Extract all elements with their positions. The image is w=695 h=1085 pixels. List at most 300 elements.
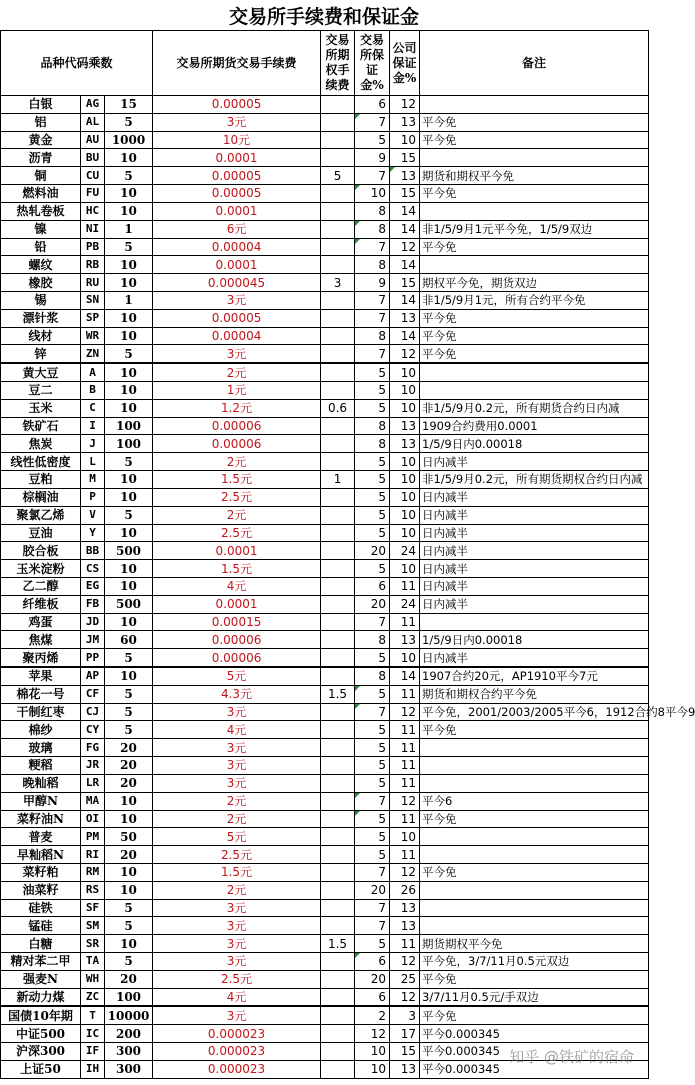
product-code-cell: PB	[81, 238, 105, 256]
option-fee-cell	[321, 238, 355, 256]
header-exchange-margin: 交易所保证金%	[355, 31, 390, 96]
multiplier-cell: 20	[105, 757, 153, 775]
note-cell: 平今免	[420, 1006, 649, 1024]
product-name-cell: 聚丙烯	[1, 649, 81, 667]
option-fee-cell	[321, 1043, 355, 1061]
multiplier-cell: 100	[105, 417, 153, 435]
exchange-margin-cell: 7	[355, 345, 390, 363]
futures-fee-cell: 2.5元	[153, 970, 321, 988]
company-margin-cell: 13	[390, 899, 420, 917]
exchange-margin-cell: 8	[355, 220, 390, 238]
company-margin-cell: 12	[390, 345, 420, 363]
product-name-cell: 玉米淀粉	[1, 560, 81, 578]
product-name-cell: 沥青	[1, 149, 81, 167]
futures-fee-cell: 0.000023	[153, 1060, 321, 1078]
option-fee-cell	[321, 149, 355, 167]
product-code-cell: JM	[81, 631, 105, 649]
futures-fee-cell: 3元	[153, 703, 321, 721]
futures-fee-cell: 2元	[153, 506, 321, 524]
multiplier-cell: 500	[105, 595, 153, 613]
table-row	[1, 917, 649, 935]
note-cell: 平今0.000345	[420, 1025, 649, 1043]
exchange-margin-cell: 10	[355, 185, 390, 203]
table-row	[1, 739, 649, 757]
option-fee-cell	[321, 524, 355, 542]
option-fee-cell	[321, 363, 355, 381]
product-name-cell: 棕榈油	[1, 488, 81, 506]
note-cell	[420, 917, 649, 935]
multiplier-cell: 10	[105, 274, 153, 292]
company-margin-cell: 15	[390, 274, 420, 292]
product-code-cell: ZC	[81, 988, 105, 1006]
option-fee-cell	[321, 649, 355, 667]
exchange-margin-cell: 8	[355, 417, 390, 435]
table-row	[1, 631, 649, 649]
product-code-cell: CU	[81, 167, 105, 185]
company-margin-cell: 10	[390, 382, 420, 400]
futures-fee-cell: 3元	[153, 953, 321, 971]
product-name-cell: 漂针浆	[1, 309, 81, 327]
note-cell	[420, 363, 649, 381]
product-name-cell: 黄大豆	[1, 363, 81, 381]
note-cell: 平今免	[420, 345, 649, 363]
company-margin-cell: 11	[390, 613, 420, 631]
option-fee-cell: 0.6	[321, 399, 355, 417]
futures-fee-cell: 0.0001	[153, 595, 321, 613]
option-fee-cell	[321, 435, 355, 453]
option-fee-cell	[321, 96, 355, 114]
futures-fee-cell: 2.5元	[153, 524, 321, 542]
multiplier-cell: 1	[105, 291, 153, 309]
futures-fee-cell: 4元	[153, 721, 321, 739]
product-code-cell: HC	[81, 202, 105, 220]
futures-fee-cell: 3元	[153, 1006, 321, 1024]
option-fee-cell	[321, 345, 355, 363]
product-code-cell: JD	[81, 613, 105, 631]
futures-fee-cell: 1元	[153, 382, 321, 400]
page-title: 交易所手续费和保证金	[228, 5, 419, 28]
multiplier-cell: 5	[105, 167, 153, 185]
exchange-margin-cell: 20	[355, 970, 390, 988]
product-name-cell: 线性低密度	[1, 453, 81, 471]
product-code-cell: T	[81, 1006, 105, 1024]
exchange-margin-cell: 9	[355, 274, 390, 292]
product-name-cell: 线材	[1, 327, 81, 345]
note-cell	[420, 846, 649, 864]
multiplier-cell: 10	[105, 185, 153, 203]
futures-fee-cell: 0.0001	[153, 202, 321, 220]
multiplier-cell: 10	[105, 327, 153, 345]
note-cell: 3/7/11月0.5元/手双边	[420, 988, 649, 1006]
table-row	[1, 810, 649, 828]
multiplier-cell: 200	[105, 1025, 153, 1043]
multiplier-cell: 5	[105, 113, 153, 131]
multiplier-cell: 10	[105, 471, 153, 489]
note-cell: 日内减半	[420, 488, 649, 506]
note-cell	[420, 757, 649, 775]
product-name-cell: 镍	[1, 220, 81, 238]
option-fee-cell	[321, 506, 355, 524]
futures-fee-cell: 3元	[153, 113, 321, 131]
multiplier-cell: 5	[105, 345, 153, 363]
table-row	[1, 881, 649, 899]
futures-fee-cell: 3元	[153, 774, 321, 792]
note-cell: 平今免	[420, 810, 649, 828]
table-row	[1, 274, 649, 292]
table-row	[1, 149, 649, 167]
exchange-margin-cell: 8	[355, 202, 390, 220]
table-row	[1, 471, 649, 489]
option-fee-cell	[321, 131, 355, 149]
product-name-cell: 油菜籽	[1, 881, 81, 899]
exchange-margin-cell: 7	[355, 309, 390, 327]
note-cell	[420, 96, 649, 114]
futures-fee-cell: 0.000023	[153, 1043, 321, 1061]
multiplier-cell: 10	[105, 863, 153, 881]
product-code-cell: NI	[81, 220, 105, 238]
product-name-cell: 棉纱	[1, 721, 81, 739]
company-margin-cell: 14	[390, 256, 420, 274]
note-cell: 非1/5/9月1元平今免，1/5/9双边	[420, 220, 649, 238]
option-fee-cell	[321, 542, 355, 560]
note-cell: 日内减半	[420, 506, 649, 524]
product-name-cell: 聚氯乙烯	[1, 506, 81, 524]
note-cell: 期货和期权平今免	[420, 167, 649, 185]
company-margin-cell: 10	[390, 649, 420, 667]
product-code-cell: IC	[81, 1025, 105, 1043]
product-code-cell: RU	[81, 274, 105, 292]
product-name-cell: 纤维板	[1, 595, 81, 613]
multiplier-cell: 100	[105, 988, 153, 1006]
note-cell: 日内减半	[420, 560, 649, 578]
product-code-cell: BU	[81, 149, 105, 167]
option-fee-cell	[321, 595, 355, 613]
product-name-cell: 螺纹	[1, 256, 81, 274]
exchange-margin-cell: 6	[355, 96, 390, 114]
company-margin-cell: 24	[390, 595, 420, 613]
product-name-cell: 热轧卷板	[1, 202, 81, 220]
company-margin-cell: 10	[390, 131, 420, 149]
exchange-margin-cell: 5	[355, 488, 390, 506]
option-fee-cell: 5	[321, 167, 355, 185]
table-row	[1, 703, 649, 721]
futures-fee-cell: 3元	[153, 757, 321, 775]
company-margin-cell: 10	[390, 453, 420, 471]
exchange-margin-cell: 5	[355, 739, 390, 757]
option-fee-cell	[321, 327, 355, 345]
multiplier-cell: 10	[105, 613, 153, 631]
exchange-margin-cell: 8	[355, 667, 390, 685]
company-margin-cell: 13	[390, 309, 420, 327]
note-cell: 平今0.000345	[420, 1043, 649, 1061]
note-cell: 平今免	[420, 970, 649, 988]
product-code-cell: RM	[81, 863, 105, 881]
note-cell: 日内减半	[420, 524, 649, 542]
exchange-margin-cell: 7	[355, 792, 390, 810]
product-code-cell: M	[81, 471, 105, 489]
table-row	[1, 435, 649, 453]
product-name-cell: 铝	[1, 113, 81, 131]
product-name-cell: 胶合板	[1, 542, 81, 560]
table-row	[1, 167, 649, 185]
product-name-cell: 干制红枣	[1, 703, 81, 721]
exchange-margin-cell: 10	[355, 1060, 390, 1078]
product-name-cell: 锡	[1, 291, 81, 309]
company-margin-cell: 3	[390, 1006, 420, 1024]
product-name-cell: 棉花一号	[1, 685, 81, 703]
note-cell: 1/5/9日内0.00018	[420, 435, 649, 453]
product-name-cell: 菜籽粕	[1, 863, 81, 881]
option-fee-cell	[321, 703, 355, 721]
company-margin-cell: 14	[390, 202, 420, 220]
product-code-cell: MA	[81, 792, 105, 810]
product-name-cell: 豆粕	[1, 471, 81, 489]
futures-fee-cell: 0.00015	[153, 613, 321, 631]
option-fee-cell	[321, 988, 355, 1006]
option-fee-cell	[321, 721, 355, 739]
product-code-cell: AP	[81, 667, 105, 685]
fee-margin-table	[0, 30, 695, 1079]
table-row	[1, 291, 649, 309]
futures-fee-cell: 0.000023	[153, 1025, 321, 1043]
multiplier-cell: 5	[105, 506, 153, 524]
multiplier-cell: 5	[105, 238, 153, 256]
option-fee-cell: 1.5	[321, 685, 355, 703]
note-cell: 平今免	[420, 863, 649, 881]
multiplier-cell: 10	[105, 810, 153, 828]
product-code-cell: PM	[81, 828, 105, 846]
product-code-cell: SR	[81, 935, 105, 953]
multiplier-cell: 5	[105, 953, 153, 971]
table-row	[1, 256, 649, 274]
option-fee-cell	[321, 881, 355, 899]
product-code-cell: TA	[81, 953, 105, 971]
table-row	[1, 382, 649, 400]
exchange-margin-cell: 5	[355, 846, 390, 864]
exchange-margin-cell: 5	[355, 721, 390, 739]
option-fee-cell: 3	[321, 274, 355, 292]
product-code-cell: RI	[81, 846, 105, 864]
option-fee-cell	[321, 613, 355, 631]
product-code-cell: SN	[81, 291, 105, 309]
multiplier-cell: 10	[105, 881, 153, 899]
exchange-margin-cell: 7	[355, 613, 390, 631]
futures-fee-cell: 0.00006	[153, 417, 321, 435]
exchange-margin-cell: 2	[355, 1006, 390, 1024]
table-row	[1, 988, 649, 1006]
company-margin-cell: 14	[390, 667, 420, 685]
company-margin-cell: 11	[390, 721, 420, 739]
exchange-margin-cell: 7	[355, 167, 390, 185]
multiplier-cell: 10	[105, 560, 153, 578]
table-row	[1, 202, 649, 220]
multiplier-cell: 100	[105, 435, 153, 453]
header-futures-fee: 交易所期货交易手续费	[153, 31, 321, 96]
product-code-cell: JR	[81, 757, 105, 775]
note-cell: 日内减半	[420, 453, 649, 471]
option-fee-cell	[321, 792, 355, 810]
note-cell: 平今免	[420, 185, 649, 203]
exchange-margin-cell: 5	[355, 935, 390, 953]
table-row	[1, 649, 649, 667]
exchange-margin-cell: 5	[355, 828, 390, 846]
futures-fee-cell: 4元	[153, 577, 321, 595]
product-code-cell: P	[81, 488, 105, 506]
option-fee-cell	[321, 113, 355, 131]
futures-fee-cell: 0.00005	[153, 185, 321, 203]
product-code-cell: B	[81, 382, 105, 400]
multiplier-cell: 1	[105, 220, 153, 238]
product-code-cell: FG	[81, 739, 105, 757]
product-name-cell: 沪深300	[1, 1043, 81, 1061]
exchange-margin-cell: 20	[355, 542, 390, 560]
multiplier-cell: 10	[105, 309, 153, 327]
product-code-cell: C	[81, 399, 105, 417]
multiplier-cell: 10000	[105, 1006, 153, 1024]
product-name-cell: 粳稻	[1, 757, 81, 775]
table-row	[1, 595, 649, 613]
note-cell: 1/5/9日内0.00018	[420, 631, 649, 649]
futures-fee-cell: 10元	[153, 131, 321, 149]
exchange-margin-cell: 5	[355, 471, 390, 489]
table-row	[1, 774, 649, 792]
multiplier-cell: 300	[105, 1060, 153, 1078]
note-cell: 平今免	[420, 113, 649, 131]
product-code-cell: FB	[81, 595, 105, 613]
company-margin-cell: 15	[390, 1043, 420, 1061]
header-note: 备注	[420, 31, 649, 96]
company-margin-cell: 10	[390, 506, 420, 524]
multiplier-cell: 5	[105, 649, 153, 667]
option-fee-cell	[321, 863, 355, 881]
company-margin-cell: 24	[390, 542, 420, 560]
table-row	[1, 238, 649, 256]
product-name-cell: 豆二	[1, 382, 81, 400]
product-name-cell: 橡胶	[1, 274, 81, 292]
option-fee-cell	[321, 488, 355, 506]
product-code-cell: J	[81, 435, 105, 453]
product-name-cell: 乙二醇	[1, 577, 81, 595]
product-code-cell: L	[81, 453, 105, 471]
product-code-cell: AU	[81, 131, 105, 149]
table-row	[1, 399, 649, 417]
note-cell: 平今0.000345	[420, 1060, 649, 1078]
exchange-margin-cell: 5	[355, 685, 390, 703]
note-cell: 平今免，2001/2003/2005平今6，1912合约8平今9	[420, 703, 649, 721]
product-name-cell: 晚籼稻	[1, 774, 81, 792]
exchange-margin-cell: 6	[355, 577, 390, 595]
futures-fee-cell: 5元	[153, 667, 321, 685]
product-name-cell: 锌	[1, 345, 81, 363]
futures-fee-cell: 0.00006	[153, 631, 321, 649]
option-fee-cell	[321, 382, 355, 400]
option-fee-cell	[321, 774, 355, 792]
product-name-cell: 焦煤	[1, 631, 81, 649]
table-row	[1, 792, 649, 810]
exchange-margin-cell: 5	[355, 363, 390, 381]
company-margin-cell: 11	[390, 810, 420, 828]
product-name-cell: 普麦	[1, 828, 81, 846]
futures-fee-cell: 6元	[153, 220, 321, 238]
futures-fee-cell: 3元	[153, 739, 321, 757]
option-fee-cell: 1	[321, 471, 355, 489]
product-code-cell: OI	[81, 810, 105, 828]
note-cell: 平今免	[420, 309, 649, 327]
note-cell: 1907合约20元，AP1910平今7元	[420, 667, 649, 685]
table-row	[1, 667, 649, 685]
option-fee-cell: 1.5	[321, 935, 355, 953]
futures-fee-cell: 5元	[153, 828, 321, 846]
exchange-margin-cell: 5	[355, 774, 390, 792]
product-code-cell: AG	[81, 96, 105, 114]
option-fee-cell	[321, 202, 355, 220]
note-cell: 1909合约费用0.0001	[420, 417, 649, 435]
exchange-margin-cell: 7	[355, 917, 390, 935]
futures-fee-cell: 2元	[153, 881, 321, 899]
multiplier-cell: 5	[105, 917, 153, 935]
product-code-cell: IF	[81, 1043, 105, 1061]
note-cell: 平今免，3/7/11月0.5元双边	[420, 953, 649, 971]
table-row	[1, 524, 649, 542]
table-row	[1, 970, 649, 988]
option-fee-cell	[321, 667, 355, 685]
note-cell: 平今免	[420, 721, 649, 739]
company-margin-cell: 10	[390, 828, 420, 846]
futures-fee-cell: 2元	[153, 810, 321, 828]
product-code-cell: I	[81, 417, 105, 435]
futures-fee-cell: 1.5元	[153, 471, 321, 489]
product-code-cell: RS	[81, 881, 105, 899]
multiplier-cell: 10	[105, 382, 153, 400]
futures-fee-cell: 3元	[153, 935, 321, 953]
product-name-cell: 鸡蛋	[1, 613, 81, 631]
company-margin-cell: 14	[390, 291, 420, 309]
futures-fee-cell: 2.5元	[153, 846, 321, 864]
exchange-margin-cell: 7	[355, 113, 390, 131]
table-row	[1, 757, 649, 775]
table-row	[1, 899, 649, 917]
option-fee-cell	[321, 846, 355, 864]
product-code-cell: PP	[81, 649, 105, 667]
product-code-cell: A	[81, 363, 105, 381]
product-code-cell: ZN	[81, 345, 105, 363]
company-margin-cell: 12	[390, 792, 420, 810]
futures-fee-cell: 0.00006	[153, 649, 321, 667]
multiplier-cell: 1000	[105, 131, 153, 149]
note-cell	[420, 774, 649, 792]
exchange-margin-cell: 20	[355, 595, 390, 613]
note-cell: 平今免	[420, 131, 649, 149]
option-fee-cell	[321, 309, 355, 327]
table-body	[1, 96, 695, 1079]
product-name-cell: 玻璃	[1, 739, 81, 757]
futures-fee-cell: 0.000045	[153, 274, 321, 292]
note-cell	[420, 202, 649, 220]
header-product: 品种代码乘数	[1, 31, 153, 96]
option-fee-cell	[321, 291, 355, 309]
futures-fee-cell: 0.0001	[153, 256, 321, 274]
note-cell: 日内减半	[420, 595, 649, 613]
futures-fee-cell: 3元	[153, 917, 321, 935]
product-code-cell: BB	[81, 542, 105, 560]
company-margin-cell: 13	[390, 113, 420, 131]
product-code-cell: SF	[81, 899, 105, 917]
product-code-cell: CY	[81, 721, 105, 739]
multiplier-cell: 20	[105, 774, 153, 792]
exchange-margin-cell: 5	[355, 382, 390, 400]
product-name-cell: 早籼稻N	[1, 846, 81, 864]
note-cell	[420, 828, 649, 846]
